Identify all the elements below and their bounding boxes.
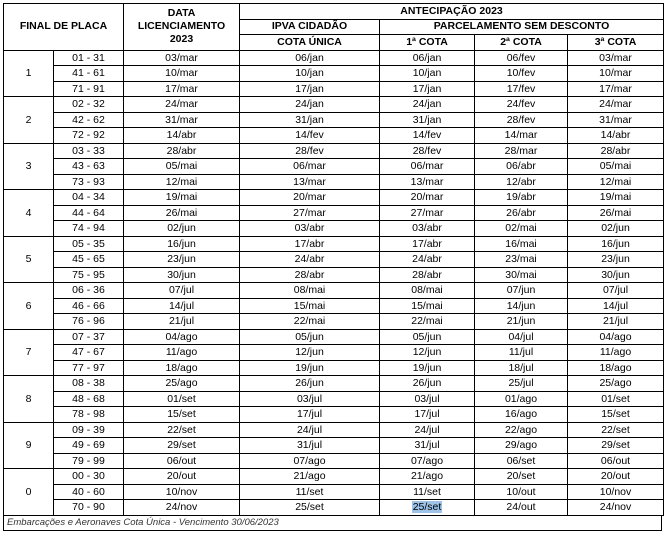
cota-1-cell: 07/ago xyxy=(380,453,475,469)
cota-1-cell: 06/mar xyxy=(380,159,475,175)
cota-1-cell: 24/abr xyxy=(380,252,475,268)
table-row xyxy=(4,112,664,128)
cota-1-cell: 10/jan xyxy=(380,66,475,82)
cota-2-cell: 20/set xyxy=(475,469,568,485)
cota-3-cell: 26/mai xyxy=(568,205,664,221)
cota-3-cell: 05/mai xyxy=(568,159,664,175)
licenciamento-cell: 17/mar xyxy=(124,81,240,97)
cota-2-cell: 04/jul xyxy=(475,329,568,345)
cota-unica-cell: 17/jul xyxy=(240,407,380,423)
licenciamento-cell: 23/jun xyxy=(124,252,240,268)
cota-2-cell: 18/jul xyxy=(475,360,568,376)
cota-unica-cell: 03/abr xyxy=(240,221,380,237)
placa-cell: 70 - 90 xyxy=(54,500,124,516)
table-row xyxy=(4,66,664,82)
cota-unica-cell: 20/mar xyxy=(240,190,380,206)
cota-1-cell: 11/set xyxy=(380,484,475,500)
cota-1-cell: 31/jan xyxy=(380,112,475,128)
cota-2-cell: 10/out xyxy=(475,484,568,500)
cota-2-cell: 24/out xyxy=(475,500,568,516)
cota-unica-cell: 10/jan xyxy=(240,66,380,82)
cota-3-cell: 17/mar xyxy=(568,81,664,97)
cota-2-cell: 06/abr xyxy=(475,159,568,175)
table-row xyxy=(4,391,664,407)
licenciamento-cell: 15/set xyxy=(124,407,240,423)
licenciamento-cell: 25/ago xyxy=(124,376,240,392)
placa-cell: 73 - 93 xyxy=(54,174,124,190)
header-antecipacao: ANTECIPAÇÃO 2023 xyxy=(240,4,664,20)
cota-1-cell: 14/fev xyxy=(380,128,475,144)
cota-2-cell: 12/abr xyxy=(475,174,568,190)
placa-cell: 47 - 67 xyxy=(54,345,124,361)
table-row xyxy=(4,298,664,314)
table-row xyxy=(4,484,664,500)
cota-3-cell: 02/jun xyxy=(568,221,664,237)
header-parcelamento: PARCELAMENTO SEM DESCONTO xyxy=(380,19,664,35)
licenciamento-cell: 02/jun xyxy=(124,221,240,237)
cota-1-cell: 24/jul xyxy=(380,422,475,438)
table-row xyxy=(4,50,664,66)
cota-2-cell: 11/jul xyxy=(475,345,568,361)
cota-2-cell: 23/mai xyxy=(475,252,568,268)
table-row xyxy=(4,190,664,206)
cota-3-cell: 07/jul xyxy=(568,283,664,299)
final-digit-cell: 4 xyxy=(4,190,54,237)
placa-cell: 72 - 92 xyxy=(54,128,124,144)
table-row xyxy=(4,407,664,423)
header-cota-2: 2ª COTA xyxy=(475,35,568,51)
cota-2-cell: 17/fev xyxy=(475,81,568,97)
cota-2-cell: 01/ago xyxy=(475,391,568,407)
cota-2-cell: 02/mai xyxy=(475,221,568,237)
table-row xyxy=(4,376,664,392)
licenciamento-cell: 10/nov xyxy=(124,484,240,500)
cota-unica-cell: 14/fev xyxy=(240,128,380,144)
final-digit-cell: 6 xyxy=(4,283,54,330)
cota-1-cell: 15/mai xyxy=(380,298,475,314)
cota-3-cell: 14/abr xyxy=(568,128,664,144)
placa-cell: 42 - 62 xyxy=(54,112,124,128)
licenciamento-cell: 21/jul xyxy=(124,314,240,330)
cota-unica-cell: 07/ago xyxy=(240,453,380,469)
final-digit-cell: 2 xyxy=(4,97,54,144)
cota-2-cell: 24/fev xyxy=(475,97,568,113)
cota-1-cell: 28/fev xyxy=(380,143,475,159)
cota-3-cell: 20/out xyxy=(568,469,664,485)
licenciamento-cell: 03/mar xyxy=(124,50,240,66)
cota-unica-cell: 19/jun xyxy=(240,360,380,376)
cota-3-cell: 24/nov xyxy=(568,500,664,516)
final-digit-cell: 3 xyxy=(4,143,54,190)
cota-unica-cell: 31/jan xyxy=(240,112,380,128)
cota-3-cell: 06/out xyxy=(568,453,664,469)
cota-1-cell: 21/ago xyxy=(380,469,475,485)
cota-unica-cell: 22/mai xyxy=(240,314,380,330)
licenciamento-cell: 24/nov xyxy=(124,500,240,516)
calendar-body xyxy=(4,50,664,515)
table-row xyxy=(4,438,664,454)
cota-3-cell: 12/mai xyxy=(568,174,664,190)
placa-cell: 07 - 37 xyxy=(54,329,124,345)
final-digit-cell: 5 xyxy=(4,236,54,283)
table-row xyxy=(4,345,664,361)
cota-3-cell: 15/set xyxy=(568,407,664,423)
cota-1-cell: 26/jun xyxy=(380,376,475,392)
licenciamento-cell: 14/abr xyxy=(124,128,240,144)
licenciamento-cell: 06/out xyxy=(124,453,240,469)
table-row xyxy=(4,159,664,175)
cota-3-cell: 24/mar xyxy=(568,97,664,113)
licenciamento-cell: 29/set xyxy=(124,438,240,454)
placa-cell: 48 - 68 xyxy=(54,391,124,407)
cota-2-cell: 10/fev xyxy=(475,66,568,82)
cota-2-cell: 19/abr xyxy=(475,190,568,206)
cota-2-cell: 28/fev xyxy=(475,112,568,128)
cota-1-cell: 19/jun xyxy=(380,360,475,376)
placa-cell: 02 - 32 xyxy=(54,97,124,113)
placa-cell: 05 - 35 xyxy=(54,236,124,252)
cota-2-cell: 14/mar xyxy=(475,128,568,144)
table-row xyxy=(4,236,664,252)
placa-cell: 40 - 60 xyxy=(54,484,124,500)
cota-3-cell: 10/nov xyxy=(568,484,664,500)
placa-cell: 79 - 99 xyxy=(54,453,124,469)
cota-3-cell: 21/jul xyxy=(568,314,664,330)
placa-cell: 78 - 98 xyxy=(54,407,124,423)
cota-unica-cell: 24/abr xyxy=(240,252,380,268)
licenciamento-cell: 28/abr xyxy=(124,143,240,159)
cota-1-cell: 28/abr xyxy=(380,267,475,283)
cota-2-cell: 30/mai xyxy=(475,267,568,283)
licenciamento-cell: 22/set xyxy=(124,422,240,438)
placa-cell: 45 - 65 xyxy=(54,252,124,268)
cota-2-cell: 14/jun xyxy=(475,298,568,314)
cota-2-cell: 22/ago xyxy=(475,422,568,438)
cota-3-cell: 01/set xyxy=(568,391,664,407)
licenciamento-cell: 04/ago xyxy=(124,329,240,345)
placa-cell: 44 - 64 xyxy=(54,205,124,221)
cota-unica-cell: 17/jan xyxy=(240,81,380,97)
licenciamento-cell: 16/jun xyxy=(124,236,240,252)
licenciamento-cell: 05/mai xyxy=(124,159,240,175)
cota-3-cell: 10/mar xyxy=(568,66,664,82)
cota-2-cell: 07/jun xyxy=(475,283,568,299)
ipva-calendar xyxy=(3,3,663,531)
cota-unica-cell: 03/jul xyxy=(240,391,380,407)
cota-1-cell: 27/mar xyxy=(380,205,475,221)
header-cota-1: 1ª COTA xyxy=(380,35,475,51)
cota-1-cell: 12/jun xyxy=(380,345,475,361)
cota-1-cell xyxy=(380,500,475,516)
table-row xyxy=(4,221,664,237)
licenciamento-cell: 24/mar xyxy=(124,97,240,113)
cota-1-cell: 31/jul xyxy=(380,438,475,454)
licenciamento-cell: 18/ago xyxy=(124,360,240,376)
cota-unica-cell: 13/mar xyxy=(240,174,380,190)
placa-cell: 76 - 96 xyxy=(54,314,124,330)
placa-cell: 71 - 91 xyxy=(54,81,124,97)
final-digit-cell: 1 xyxy=(4,50,54,97)
placa-cell: 00 - 30 xyxy=(54,469,124,485)
cota-1-cell: 06/jan xyxy=(380,50,475,66)
cota-2-cell: 06/fev xyxy=(475,50,568,66)
licenciamento-cell: 14/jul xyxy=(124,298,240,314)
licenciamento-cell: 20/out xyxy=(124,469,240,485)
table-row xyxy=(4,329,664,345)
cota-1-cell: 17/abr xyxy=(380,236,475,252)
cota-unica-cell: 08/mai xyxy=(240,283,380,299)
table-row xyxy=(4,500,664,516)
final-digit-cell: 9 xyxy=(4,422,54,469)
cota-3-cell: 04/ago xyxy=(568,329,664,345)
licenciamento-cell: 26/mai xyxy=(124,205,240,221)
cota-unica-cell: 31/jul xyxy=(240,438,380,454)
licenciamento-cell: 10/mar xyxy=(124,66,240,82)
header-final-placa: FINAL DE PLACA xyxy=(4,4,124,51)
placa-cell: 09 - 39 xyxy=(54,422,124,438)
licenciamento-cell: 19/mai xyxy=(124,190,240,206)
cota-2-cell: 28/mar xyxy=(475,143,568,159)
highlighted-date: 25/set xyxy=(412,501,442,513)
cota-2-cell: 25/jul xyxy=(475,376,568,392)
cota-unica-cell: 12/jun xyxy=(240,345,380,361)
header-cota-unica: COTA ÚNICA xyxy=(240,35,380,51)
cota-unica-cell: 27/mar xyxy=(240,205,380,221)
cota-1-cell: 17/jul xyxy=(380,407,475,423)
cota-1-cell: 03/abr xyxy=(380,221,475,237)
placa-cell: 74 - 94 xyxy=(54,221,124,237)
header-cota-3: 3ª COTA xyxy=(568,35,664,51)
licenciamento-cell: 07/jul xyxy=(124,283,240,299)
licenciamento-cell: 01/set xyxy=(124,391,240,407)
table-row xyxy=(4,283,664,299)
cota-unica-cell: 28/fev xyxy=(240,143,380,159)
cota-unica-cell: 17/abr xyxy=(240,236,380,252)
cota-1-cell: 17/jan xyxy=(380,81,475,97)
cota-2-cell: 06/set xyxy=(475,453,568,469)
cota-3-cell: 18/ago xyxy=(568,360,664,376)
cota-1-cell: 22/mai xyxy=(380,314,475,330)
table-row xyxy=(4,81,664,97)
cota-3-cell: 30/jun xyxy=(568,267,664,283)
cota-3-cell: 25/ago xyxy=(568,376,664,392)
licenciamento-cell: 31/mar xyxy=(124,112,240,128)
final-digit-cell: 7 xyxy=(4,329,54,376)
cota-unica-cell: 24/jul xyxy=(240,422,380,438)
licenciamento-cell: 12/mai xyxy=(124,174,240,190)
cota-unica-cell: 11/set xyxy=(240,484,380,500)
header-ipva-cidadao: IPVA CIDADÃO xyxy=(240,19,380,35)
cota-2-cell: 16/mai xyxy=(475,236,568,252)
table-row xyxy=(4,252,664,268)
final-digit-cell: 8 xyxy=(4,376,54,423)
cota-1-cell: 03/jul xyxy=(380,391,475,407)
table-row xyxy=(4,453,664,469)
placa-cell: 43 - 63 xyxy=(54,159,124,175)
cota-3-cell: 16/jun xyxy=(568,236,664,252)
calendar-table xyxy=(3,3,664,516)
cota-1-cell: 08/mai xyxy=(380,283,475,299)
cota-3-cell: 28/abr xyxy=(568,143,664,159)
cota-2-cell: 16/ago xyxy=(475,407,568,423)
placa-cell: 03 - 33 xyxy=(54,143,124,159)
table-row xyxy=(4,143,664,159)
table-row xyxy=(4,205,664,221)
footer-note: Embarcações e Aeronaves Cota Única - Vencimento 30/06/2023 xyxy=(3,516,662,531)
table-row xyxy=(4,128,664,144)
cota-unica-cell: 26/jun xyxy=(240,376,380,392)
table-row xyxy=(4,267,664,283)
placa-cell: 49 - 69 xyxy=(54,438,124,454)
licenciamento-cell: 11/ago xyxy=(124,345,240,361)
cota-3-cell: 23/jun xyxy=(568,252,664,268)
cota-3-cell: 19/mai xyxy=(568,190,664,206)
placa-cell: 08 - 38 xyxy=(54,376,124,392)
cota-2-cell: 29/ago xyxy=(475,438,568,454)
cota-unica-cell: 15/mai xyxy=(240,298,380,314)
placa-cell: 77 - 97 xyxy=(54,360,124,376)
cota-3-cell: 31/mar xyxy=(568,112,664,128)
table-row xyxy=(4,314,664,330)
cota-unica-cell: 21/ago xyxy=(240,469,380,485)
placa-cell: 41 - 61 xyxy=(54,66,124,82)
cota-1-cell: 20/mar xyxy=(380,190,475,206)
final-digit-cell: 0 xyxy=(4,469,54,516)
licenciamento-cell: 30/jun xyxy=(124,267,240,283)
placa-cell: 01 - 31 xyxy=(54,50,124,66)
cota-1-cell: 05/jun xyxy=(380,329,475,345)
cota-2-cell: 26/abr xyxy=(475,205,568,221)
placa-cell: 46 - 66 xyxy=(54,298,124,314)
cota-3-cell: 11/ago xyxy=(568,345,664,361)
placa-cell: 06 - 36 xyxy=(54,283,124,299)
cota-unica-cell: 06/jan xyxy=(240,50,380,66)
table-row xyxy=(4,97,664,113)
cota-unica-cell: 25/set xyxy=(240,500,380,516)
placa-cell: 75 - 95 xyxy=(54,267,124,283)
cota-3-cell: 22/set xyxy=(568,422,664,438)
cota-unica-cell: 05/jun xyxy=(240,329,380,345)
placa-cell: 04 - 34 xyxy=(54,190,124,206)
table-row xyxy=(4,469,664,485)
cota-1-cell: 24/jan xyxy=(380,97,475,113)
table-row xyxy=(4,174,664,190)
cota-3-cell: 03/mar xyxy=(568,50,664,66)
cota-3-cell: 14/jul xyxy=(568,298,664,314)
cota-1-cell: 13/mar xyxy=(380,174,475,190)
table-row xyxy=(4,360,664,376)
cota-unica-cell: 06/mar xyxy=(240,159,380,175)
cota-2-cell: 21/jun xyxy=(475,314,568,330)
cota-unica-cell: 28/abr xyxy=(240,267,380,283)
cota-unica-cell: 24/jan xyxy=(240,97,380,113)
cota-3-cell: 29/set xyxy=(568,438,664,454)
table-row xyxy=(4,422,664,438)
header-data-licenciamento: DATA LICENCIAMENTO 2023 xyxy=(124,4,240,51)
